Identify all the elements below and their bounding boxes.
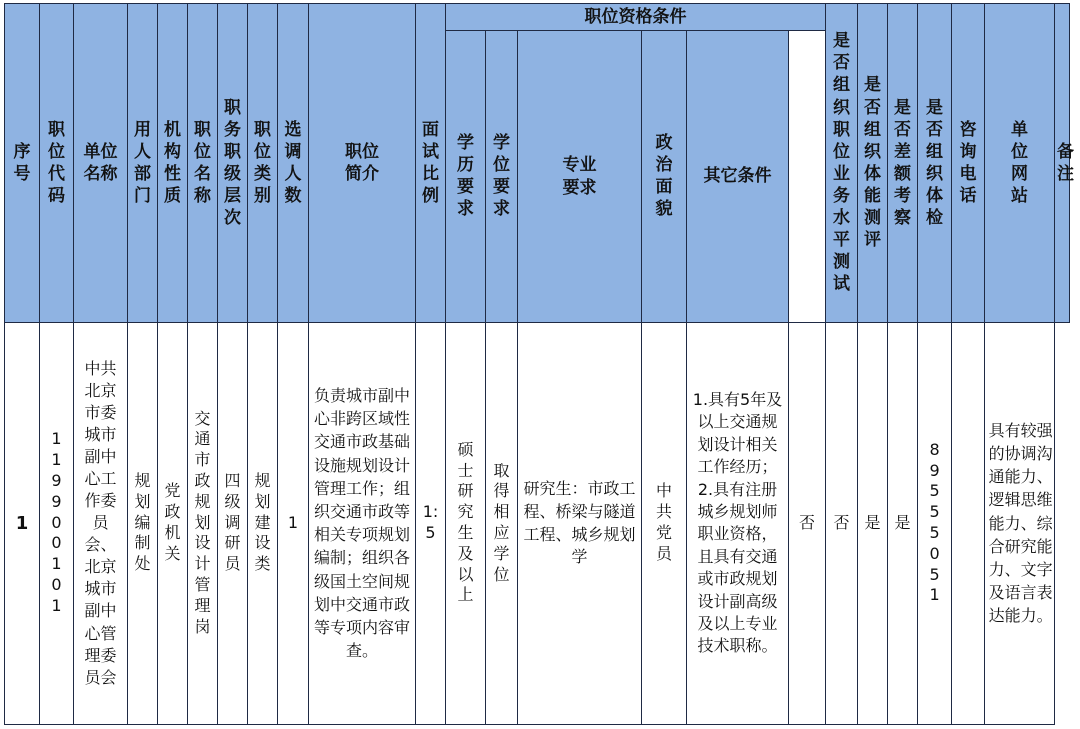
- cell-phys-test: 否: [826, 323, 858, 725]
- header-diff-exam: 是否差额考察: [888, 4, 918, 323]
- header-org-nature: 机构性质: [158, 4, 188, 323]
- cell-department: 规划编制处: [128, 323, 158, 725]
- cell-diff-exam: 是: [858, 323, 888, 725]
- header-website: 单位网站: [985, 4, 1055, 323]
- header-position-code: 职位代码: [40, 4, 74, 323]
- header-medical-exam: 是否组织体检: [918, 4, 952, 323]
- cell-count: 1: [278, 323, 309, 725]
- header-political: 政治面貌: [642, 31, 687, 323]
- cell-interview-ratio: 1:5: [416, 323, 446, 725]
- header-other-conditions: 其它条件: [687, 31, 789, 323]
- header-phone: 咨询电话: [952, 4, 985, 323]
- cell-position-name: 交通市政规划设计管理岗: [188, 323, 218, 725]
- header-qualification-group: 职位资格条件: [446, 4, 826, 31]
- cell-political: 中共党员: [642, 323, 687, 725]
- cell-degree: 取得相应学位: [486, 323, 518, 725]
- position-table: [4, 3, 1075, 725]
- header-prof-test: 是否组织职位业务水平测试: [826, 4, 858, 323]
- header-seq: 序号: [5, 4, 40, 323]
- header-phys-test: 是否组织体能测评: [858, 4, 888, 323]
- cell-org-nature: 党政机关: [158, 323, 188, 725]
- header-interview-ratio: 面试比例: [416, 4, 446, 323]
- header-count: 选调人数: [278, 4, 309, 323]
- header-notes: 备注: [1055, 4, 1070, 323]
- table-row: [5, 323, 1070, 725]
- cell-unit-name: 中共北京市委城市副中心工作委员会、北京城市副中心管理委员会: [74, 323, 128, 725]
- header-unit-name: 单位名称: [74, 4, 128, 323]
- header-education: 学历要求: [446, 31, 486, 323]
- cell-prof-test: 否: [789, 323, 826, 725]
- header-row-top: [5, 4, 1070, 31]
- cell-notes: 具有较强的协调沟通能力、逻辑思维能力、综合研究能力、文字及语言表达能力。: [985, 323, 1055, 725]
- cell-phone: 89555051: [918, 323, 952, 725]
- header-department: 用人部门: [128, 4, 158, 323]
- cell-website: [952, 323, 985, 725]
- cell-major: 研究生：市政工程、桥梁与隧道工程、城乡规划学: [518, 323, 642, 725]
- cell-position-code: 119900101: [40, 323, 74, 725]
- header-intro: 职位 简介: [309, 4, 416, 323]
- cell-other-conditions: 1.具有5年及以上交通规划设计相关工作经历；2.具有注册城乡规划师职业资格，且具有交通或市政规划设计副高级及以上专业技术职称。: [687, 323, 789, 725]
- header-rank: 职务职级层次: [218, 4, 248, 323]
- cell-intro: 负责城市副中心非跨区域性交通市政基础设施规划设计管理工作；组织交通市政等相关专项规划编制；组织各级国土空间规划中交通市政等专项内容审查。: [309, 323, 416, 725]
- cell-rank: 四级调研员: [218, 323, 248, 725]
- cell-position-type: 规划建设类: [248, 323, 278, 725]
- header-degree: 学位要求: [486, 31, 518, 323]
- header-position-type: 职位类别: [248, 4, 278, 323]
- header-major: 专业 要求: [518, 31, 642, 323]
- cell-seq: 1: [5, 323, 40, 725]
- cell-education: 硕士研究生及以上: [446, 323, 486, 725]
- cell-medical-exam: 是: [888, 323, 918, 725]
- header-position-name: 职位名称: [188, 4, 218, 323]
